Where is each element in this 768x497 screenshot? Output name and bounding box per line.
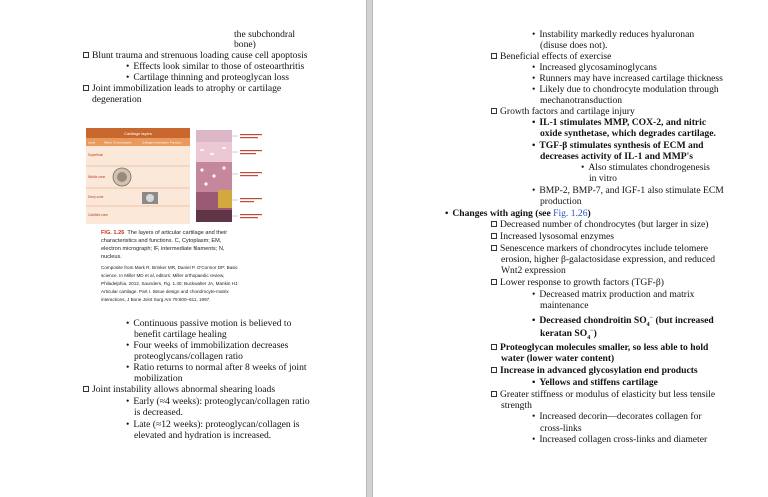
text-line: decreases activity of IL-1 and MMP's: [540, 151, 694, 162]
text-line: Decreased number of chondrocytes (but larger in size): [491, 220, 708, 230]
text-line: Joint immobilization leads to atrophy or cartilage: [83, 84, 281, 94]
text-line: • Effects look similar to those of osteoarthritis: [126, 61, 305, 72]
text-line: • Increased decorin—decorates collagen for: [532, 411, 702, 422]
figure-credit: Philadelphia, 2012, Saunders, Fig. 1.40; Buckwalter JA, Mankin HJ:: [101, 281, 239, 286]
bullet-icon: •: [532, 84, 536, 95]
text-line: oxide synthetase, which degrades cartilage.: [540, 128, 716, 139]
text-line: • Cartilage thinning and proteoglycan loss: [126, 72, 289, 83]
figure-credit: Articular cartilage. Part I. tissue design and chondrocyte-matrix: [101, 289, 229, 294]
text-line: Blunt trauma and strenuous loading cause cell apoptosis: [83, 51, 308, 61]
text-line: • Increased glycosaminoglycans: [532, 62, 657, 73]
text-line: • Likely due to chondrocyte modulation through: [532, 84, 719, 95]
text-line: water (lower water content): [501, 353, 615, 364]
text-line: • Early (≈4 weeks): proteoglycan/collagen ratio: [126, 396, 310, 407]
bullet-icon: •: [532, 140, 536, 151]
bullet-icon: •: [532, 185, 536, 196]
text-line: strength: [501, 400, 532, 411]
text-line: Growth factors and cartilage injury: [491, 107, 635, 117]
bullet-icon: •: [532, 315, 536, 327]
text-line: erosion, higher β-galactosidase expression, and reduced: [501, 254, 716, 265]
text-line: mobilization: [134, 373, 183, 384]
square-bullet-icon: [83, 52, 89, 58]
text-line: Increased lysosomal enzymes: [491, 232, 614, 242]
figure-caption: FIG. 1.26 The layers of articular cartilage and their: [101, 230, 228, 236]
column-header: Matrix Chondrocytes: [104, 140, 132, 145]
figure-link[interactable]: Fig. 1.26: [553, 208, 588, 219]
table-header: Cartilage layers: [124, 131, 152, 136]
column-header: Function: [170, 140, 182, 145]
right-page: [373, 0, 768, 497]
text-line: production: [540, 196, 582, 207]
text-line: elevated and hydration is increased.: [134, 430, 272, 441]
text-line: Proteoglycan molecules smaller, so less able to hold: [491, 343, 708, 353]
bullet-icon: •: [126, 318, 130, 329]
bullet-icon: •: [445, 208, 449, 219]
text-line: • Increased collagen cross-links and diameter: [532, 434, 708, 445]
text-line: Joint instability allows abnormal shearing loads: [83, 385, 275, 395]
figure-credit: science. In Miller MD et al, editors: Miller orthopaedic review,: [101, 273, 225, 278]
text-line: • Decreased chondroitin $SO_4^-$ (but increased: [532, 315, 714, 329]
bullet-icon: •: [126, 419, 130, 430]
text-line: • Late (≈12 weeks): proteoglycan/collagen is: [126, 419, 300, 430]
text-line: • Decreased matrix production and matrix: [532, 289, 695, 300]
text-line: is decreased.: [134, 407, 184, 418]
text-line: • IL-1 stimulates MMP, COX-2, and nitric: [532, 117, 707, 128]
bullet-icon: •: [532, 411, 536, 422]
text-line: • Ratio returns to normal after 8 weeks of joint: [126, 362, 307, 373]
bullet-icon: •: [126, 72, 130, 83]
bullet-icon: •: [532, 117, 536, 128]
text-line: mechanotransduction: [540, 95, 623, 106]
text-line: • Continuous passive motion is believed to: [126, 318, 292, 329]
column-header: Collagen orientation: [142, 140, 169, 145]
text-line: (disuse does not).: [540, 40, 608, 51]
row-label: Middle zone: [88, 175, 106, 179]
text-line: Increase in advanced glycosylation end products: [491, 366, 698, 376]
text-line: Wnt2 expression: [501, 265, 566, 276]
text-line: • Runners may have increased cartilage thickness: [532, 73, 723, 84]
bullet-icon: •: [532, 29, 536, 40]
bullet-icon: •: [532, 62, 536, 73]
column-header: Layer: [88, 140, 96, 145]
text-line: Beneficial effects of exercise: [491, 52, 611, 62]
figure-caption: nucleus.: [101, 254, 122, 260]
page-gap: [366, 0, 373, 497]
bullet-icon: •: [581, 162, 585, 173]
square-bullet-icon: [491, 108, 497, 114]
text-line: degeneration: [92, 94, 142, 105]
text-line: • Changes with aging (see Fig. 1.26): [445, 208, 591, 219]
text-line: benefit cartilage healing: [134, 329, 227, 340]
square-bullet-icon: [491, 391, 497, 397]
text-line: bone): [234, 39, 256, 50]
figure-caption: electron micrograph; IF, intermediate filaments; N,: [101, 246, 225, 252]
figure-caption: characteristics and functions. C, Cytoplasm; EM,: [101, 238, 222, 244]
text-line: • Also stimulates chondrogenesis: [581, 162, 710, 173]
text-line: in vitro: [589, 173, 617, 184]
text-line: the subchondral: [234, 29, 296, 40]
text-line: • Yellows and stiffens cartilage: [532, 377, 658, 388]
text-line: • Four weeks of immobilization decreases: [126, 340, 289, 351]
square-bullet-icon: [491, 53, 497, 59]
text-line: maintenance: [540, 300, 589, 311]
square-bullet-icon: [83, 386, 89, 392]
cartilage-layers-figure: [86, 128, 268, 224]
bullet-icon: •: [532, 377, 536, 388]
bullet-icon: •: [126, 362, 130, 373]
bullet-icon: •: [532, 289, 536, 300]
text-line: keratan $SO_4^-$): [540, 328, 597, 342]
text-line: proteoglycans/collagen ratio: [134, 351, 243, 362]
text-line: • Instability markedly reduces hyaluronan: [532, 29, 695, 40]
text-line: • TGF-β stimulates synthesis of ECM and: [532, 140, 704, 151]
bullet-icon: •: [126, 61, 130, 72]
text-line: Greater stiffness or modulus of elasticity but less tensile: [491, 390, 715, 400]
text-line: • BMP-2, BMP-7, and IGF-1 also stimulate ECM: [532, 185, 724, 196]
square-bullet-icon: [491, 367, 497, 373]
bullet-icon: •: [126, 396, 130, 407]
row-label: Deep zone: [88, 195, 104, 199]
square-bullet-icon: [491, 344, 497, 350]
bullet-icon: •: [126, 340, 130, 351]
figure-credit: interactions, J Bone Joint Surg Am 79:600–611, 1997.: [101, 297, 211, 302]
bullet-icon: •: [532, 73, 536, 84]
square-bullet-icon: [491, 279, 497, 285]
square-bullet-icon: [491, 233, 497, 239]
text-line: Lower response to growth factors (TGF-β): [491, 278, 664, 288]
figure-credit: Composite from Mark R. Brinker MR, Daniel P. O'Connor DP: Basic: [101, 265, 238, 270]
left-page: [0, 0, 366, 497]
bullet-icon: •: [532, 434, 536, 445]
row-label: Superficial: [88, 153, 103, 157]
square-bullet-icon: [491, 245, 497, 251]
square-bullet-icon: [83, 85, 89, 91]
row-label: Calcified zone: [88, 213, 109, 217]
text-line: cross-links: [540, 423, 582, 434]
square-bullet-icon: [491, 221, 497, 227]
text-line: Senescence markers of chondrocytes include telomere: [491, 244, 708, 254]
